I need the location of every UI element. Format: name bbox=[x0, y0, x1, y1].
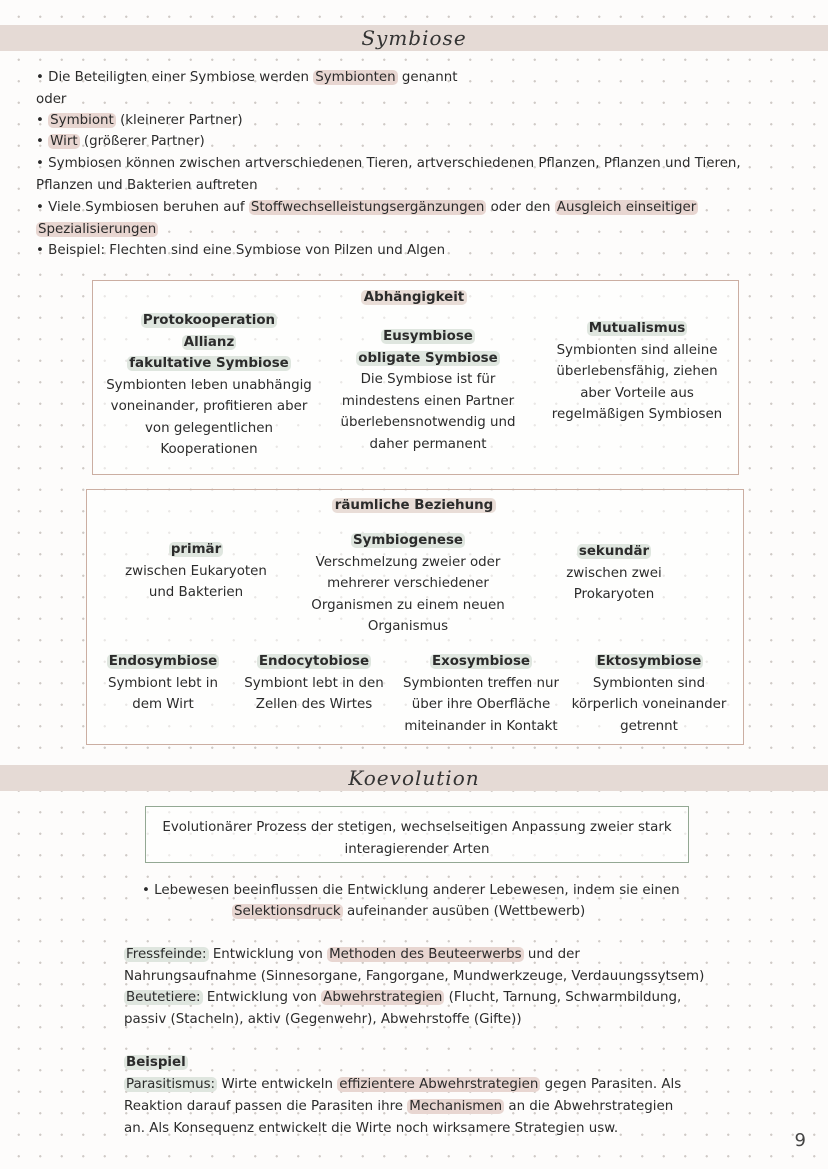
mechanismen-highlight: Mechanismen bbox=[409, 1099, 503, 1114]
allianz-term: Allianz bbox=[183, 334, 235, 350]
bullet-4-line-2: Pflanzen und Bakterien auftreten bbox=[36, 178, 258, 193]
parasitismus-l2-pre: Reaktion darauf passen die Parasiten ihre bbox=[124, 1099, 404, 1114]
symbiose-title: Symbiose bbox=[361, 26, 467, 50]
parasitismus-line-1 bbox=[124, 1077, 681, 1092]
parasitismus-post: gegen Parasiten. Als bbox=[544, 1077, 682, 1092]
endosymbiose-column bbox=[96, 651, 230, 716]
beispiel-heading bbox=[124, 1055, 188, 1070]
primaer-desc-1: zwischen Eukaryoten bbox=[125, 563, 267, 579]
endosymbiose-desc-2: dem Wirt bbox=[132, 697, 194, 712]
primaer-desc-2: und Bakterien bbox=[148, 585, 244, 600]
bullet-2 bbox=[36, 113, 243, 128]
exosymbiose-column bbox=[396, 651, 566, 737]
fressfeinde-line-2: Nahrungsaufnahme (Sinnesorgane, Fangorgane, Mundwerkzeuge, Verdauungssytsem) bbox=[124, 969, 705, 984]
parasitismus-line-2 bbox=[124, 1099, 673, 1114]
raeumliche-heading bbox=[0, 498, 828, 513]
endocytobiose-desc-1: Symbiont lebt in den bbox=[244, 675, 384, 691]
fressfeinde-pre: Entwicklung von bbox=[212, 947, 323, 962]
endocytobiose-desc-2: Zellen des Wirtes bbox=[255, 697, 373, 712]
sekundaer-column bbox=[530, 541, 698, 606]
abhaengigkeit-heading bbox=[0, 290, 828, 305]
eusymbiose-desc-2: mindestens einen Partner bbox=[341, 393, 515, 409]
primaer-column bbox=[96, 539, 296, 604]
fakultative-symbiose-term: fakultative Symbiose bbox=[129, 356, 289, 371]
symbiogenese-desc-4: Organismus bbox=[367, 619, 449, 634]
symbiogenese-desc-3: Organismen zu einem neuen bbox=[311, 597, 505, 613]
mutualismus-term: Mutualismus bbox=[588, 321, 686, 336]
mutualismus-desc-3: aber Vorteile aus bbox=[580, 385, 694, 401]
koevolution-bullet-line-1: • Lebewesen beeinflussen die Entwicklung anderer Lebewesen, indem sie einen bbox=[142, 883, 680, 898]
endocytobiose-term: Endocytobiose bbox=[258, 654, 370, 669]
beutetiere-line-1 bbox=[124, 990, 681, 1005]
ausgleich-highlight: Ausgleich einseitiger bbox=[556, 200, 697, 215]
ektosymbiose-desc-2: körperlich voneinander bbox=[571, 697, 727, 712]
bullet-6: • Beispiel: Flechten sind eine Symbiose von Pilzen und Algen bbox=[36, 243, 446, 258]
bullet-1 bbox=[36, 70, 458, 85]
bullet-5-mid: oder den bbox=[490, 200, 551, 215]
protokooperation-term: Protokooperation bbox=[142, 313, 276, 328]
ektosymbiose-desc-3: getrennt bbox=[620, 718, 678, 734]
beutetiere-line-2: passiv (Stacheln), aktiv (Gegenwehr), Abwehrstoffe (Gifte)) bbox=[124, 1012, 522, 1027]
definition-line-1: Evolutionärer Prozess der stetigen, wechselseitigen Anpassung zweier stark bbox=[162, 820, 672, 835]
eusymbiose-desc-4: daher permanent bbox=[369, 436, 487, 452]
parasitismus-label: Parasitismus: bbox=[126, 1077, 216, 1092]
beuteerwerb-highlight: Methoden des Beuteerwerbs bbox=[329, 947, 522, 962]
obligate-symbiose-term: obligate Symbiose bbox=[358, 350, 498, 366]
fressfeinde-line-1 bbox=[124, 947, 580, 962]
sekundaer-desc-2: Prokaryoten bbox=[573, 587, 655, 602]
ektosymbiose-desc-1: Symbionten sind bbox=[592, 675, 706, 691]
beutetiere-label: Beutetiere: bbox=[126, 990, 201, 1005]
mutualismus-desc-2: überlebensfähig, ziehen bbox=[556, 364, 718, 379]
bullet-2-pre: • bbox=[36, 113, 44, 128]
primaer-term: primär bbox=[170, 542, 222, 557]
definition-box bbox=[145, 806, 689, 863]
parasitismus-pre: Wirte entwickeln bbox=[221, 1077, 333, 1092]
sekundaer-term: sekundär bbox=[578, 544, 650, 559]
mutualismus-column bbox=[540, 318, 734, 426]
ektosymbiose-term: Ektosymbiose bbox=[596, 654, 702, 669]
beutetiere-pre: Entwicklung von bbox=[206, 990, 317, 1005]
bullet-2-post: (kleinerer Partner) bbox=[120, 113, 243, 128]
symbiont-highlight: Symbiont bbox=[50, 113, 114, 128]
endocytobiose-column bbox=[236, 651, 392, 716]
oder-text: oder bbox=[36, 92, 67, 107]
parasitismus-l2-post: an die Abwehrstrategien bbox=[508, 1099, 674, 1114]
fressfeinde-label: Fressfeinde: bbox=[126, 947, 207, 962]
eusymbiose-desc-1: Die Symbiose ist für bbox=[360, 372, 496, 387]
selektionsdruck-highlight: Selektionsdruck bbox=[234, 904, 341, 919]
exosymbiose-term: Exosymbiose bbox=[431, 654, 531, 669]
symbiogenese-column bbox=[296, 530, 520, 638]
symbiogenese-term: Symbiogenese bbox=[352, 533, 464, 548]
symbiogenese-desc-2: mehrerer verschiedener bbox=[327, 576, 489, 591]
eusymbiose-desc-3: überlebensnotwendig und bbox=[340, 415, 516, 430]
fressfeinde-post: und der bbox=[527, 947, 580, 962]
bullet-5 bbox=[36, 200, 698, 215]
bullet-5-line-2 bbox=[36, 222, 158, 237]
protokooperation-desc-4: Kooperationen bbox=[160, 442, 258, 457]
effizientere-abwehr-highlight: effizientere Abwehrstrategien bbox=[339, 1077, 539, 1092]
koevolution-title: Koevolution bbox=[348, 766, 480, 790]
mutualismus-desc-4: regelmäßigen Symbiosen bbox=[551, 407, 723, 422]
abhaengigkeit-label: Abhängigkeit bbox=[361, 290, 467, 305]
bullet-1-pre: • Die Beteiligten einer Symbiose werden bbox=[36, 70, 309, 85]
abwehrstrategien-highlight: Abwehrstrategien bbox=[323, 990, 443, 1005]
symbiogenese-desc-1: Verschmelzung zweier oder bbox=[315, 554, 501, 570]
protokooperation-desc-2: voneinander, profitieren aber bbox=[110, 399, 308, 414]
mutualismus-desc-1: Symbionten sind alleine bbox=[556, 342, 718, 358]
exosymbiose-desc-3: miteinander in Kontakt bbox=[404, 718, 558, 734]
koevolution-bullet-post: aufeinander ausüben (Wettbewerb) bbox=[346, 904, 586, 919]
protokooperation-desc-3: von gelegentlichen bbox=[144, 420, 274, 436]
beispiel-label: Beispiel bbox=[126, 1055, 186, 1070]
definition-line-2: interagierender Arten bbox=[344, 841, 490, 857]
protokooperation-desc-1: Symbionten leben unabhängig bbox=[106, 377, 312, 393]
wirt-highlight: Wirt bbox=[50, 134, 78, 149]
exosymbiose-desc-2: über ihre Oberfläche bbox=[411, 697, 551, 712]
raeumliche-label: räumliche Beziehung bbox=[332, 498, 496, 513]
protokooperation-column bbox=[96, 310, 322, 461]
page-number: 9 bbox=[794, 1130, 806, 1151]
bullet-3-pre: • bbox=[36, 134, 44, 149]
bullet-1-post: genannt bbox=[401, 70, 458, 85]
stoffwechsel-highlight: Stoffwechselleistungsergänzungen bbox=[250, 200, 485, 215]
beutetiere-post: (Flucht, Tarnung, Schwarmbildung, bbox=[448, 990, 682, 1005]
endosymbiose-desc-1: Symbiont lebt in bbox=[107, 675, 219, 691]
eusymbiose-term: Eusymbiose bbox=[383, 329, 473, 344]
eusymbiose-column bbox=[320, 326, 536, 455]
koevolution-bullet-line-2 bbox=[232, 904, 585, 919]
sekundaer-desc-1: zwischen zwei bbox=[566, 565, 662, 581]
ektosymbiose-column bbox=[566, 651, 732, 737]
symbionten-highlight: Symbionten bbox=[315, 70, 396, 85]
spezialisierungen-highlight: Spezialisierungen bbox=[38, 222, 157, 237]
parasitismus-line-3: an. Als Konsequenz entwickelt die Wirte noch wirksamere Strategien usw. bbox=[124, 1121, 619, 1136]
exosymbiose-desc-1: Symbionten treffen nur bbox=[403, 675, 559, 691]
bullet-3-post: (größerer Partner) bbox=[83, 134, 205, 149]
bullet-4-line-1: • Symbiosen können zwischen artverschiedenen Tieren, artverschiedenen Pflanzen, Pflanzen und Tieren, bbox=[36, 156, 741, 171]
endosymbiose-term: Endosymbiose bbox=[108, 654, 218, 669]
bullet-3 bbox=[36, 134, 205, 149]
bullet-5-pre: • Viele Symbiosen beruhen auf bbox=[36, 200, 245, 215]
